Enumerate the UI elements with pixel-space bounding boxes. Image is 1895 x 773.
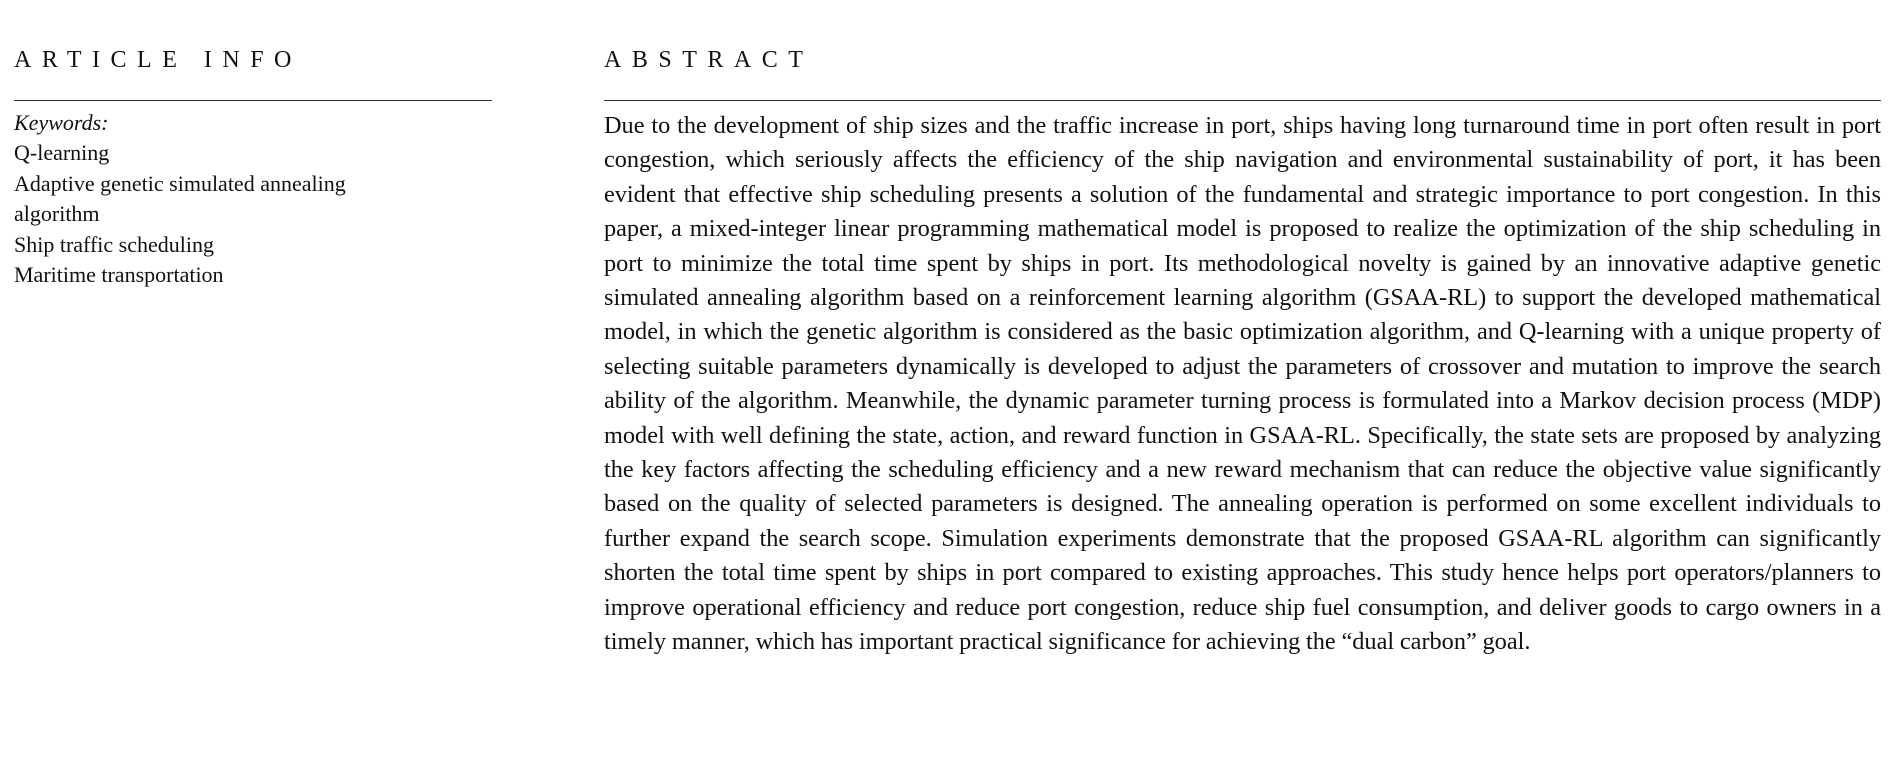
- keyword-item: Ship traffic scheduling: [14, 231, 214, 257]
- article-info-heading: ARTICLE INFO: [14, 47, 302, 73]
- keyword-item: Q-learning: [14, 140, 110, 165]
- keyword-item: Adaptive genetic simulated annealing algorithm: [14, 170, 346, 226]
- article-info-section: [14, 44, 492, 291]
- abstract-heading: ABSTRACT: [604, 47, 814, 73]
- abstract-text: Due to the development of ship sizes and the traffic increase in port, ships having long turnaround time in port often result in port congestion, which seriously affects the efficiency of the ship navigation and environmental sustainability of port, it has been evident that effective ship scheduling presents a solution of the fundamental and strategic importance to port congestion. In this paper, a mixed-integer linear programming mathematical model is proposed to realize the optimization of the ship scheduling in port to minimize the total time spent by ships in port. Its methodological novelty is gained by an innovative adaptive genetic simulated annealing algorithm based on a reinforcement learning algorithm (GSAA-RL) to support the developed mathematical model, in which the genetic algorithm is considered as the basic optimization algorithm, and Q-learning with a unique property of selecting suitable parameters dynamically is developed to adjust the parameters of crossover and mutation to improve the search ability of the algorithm. Meanwhile, the dynamic parameter turning process is formulated into a Markov decision process (MDP) model with well defining the state, action, and reward function in GSAA-RL. Specifically, the state sets are proposed by analyzing the key factors affecting the scheduling efficiency and a new reward mechanism that can reduce the objective value significantly based on the quality of selected parameters is designed. The annealing operation is performed on some excellent individuals to further expand the search scope. Simulation experiments demonstrate that the proposed GSAA-RL algorithm can significantly shorten the total time spent by ships in port compared to existing approaches. This study hence helps port operators/planners to improve operational efficiency and reduce port congestion, reduce ship fuel consumption, and deliver goods to cargo owners in a timely manner, which has important practical significance for achieving the “dual carbon” goal.: [604, 112, 1881, 656]
- article-info-divider: [14, 100, 492, 101]
- abstract-section: [604, 44, 1881, 660]
- keyword-item: Maritime transportation: [14, 262, 224, 287]
- keyword-list: [14, 138, 492, 291]
- keywords-label: Keywords:: [14, 110, 109, 135]
- abstract-divider: [604, 100, 1881, 101]
